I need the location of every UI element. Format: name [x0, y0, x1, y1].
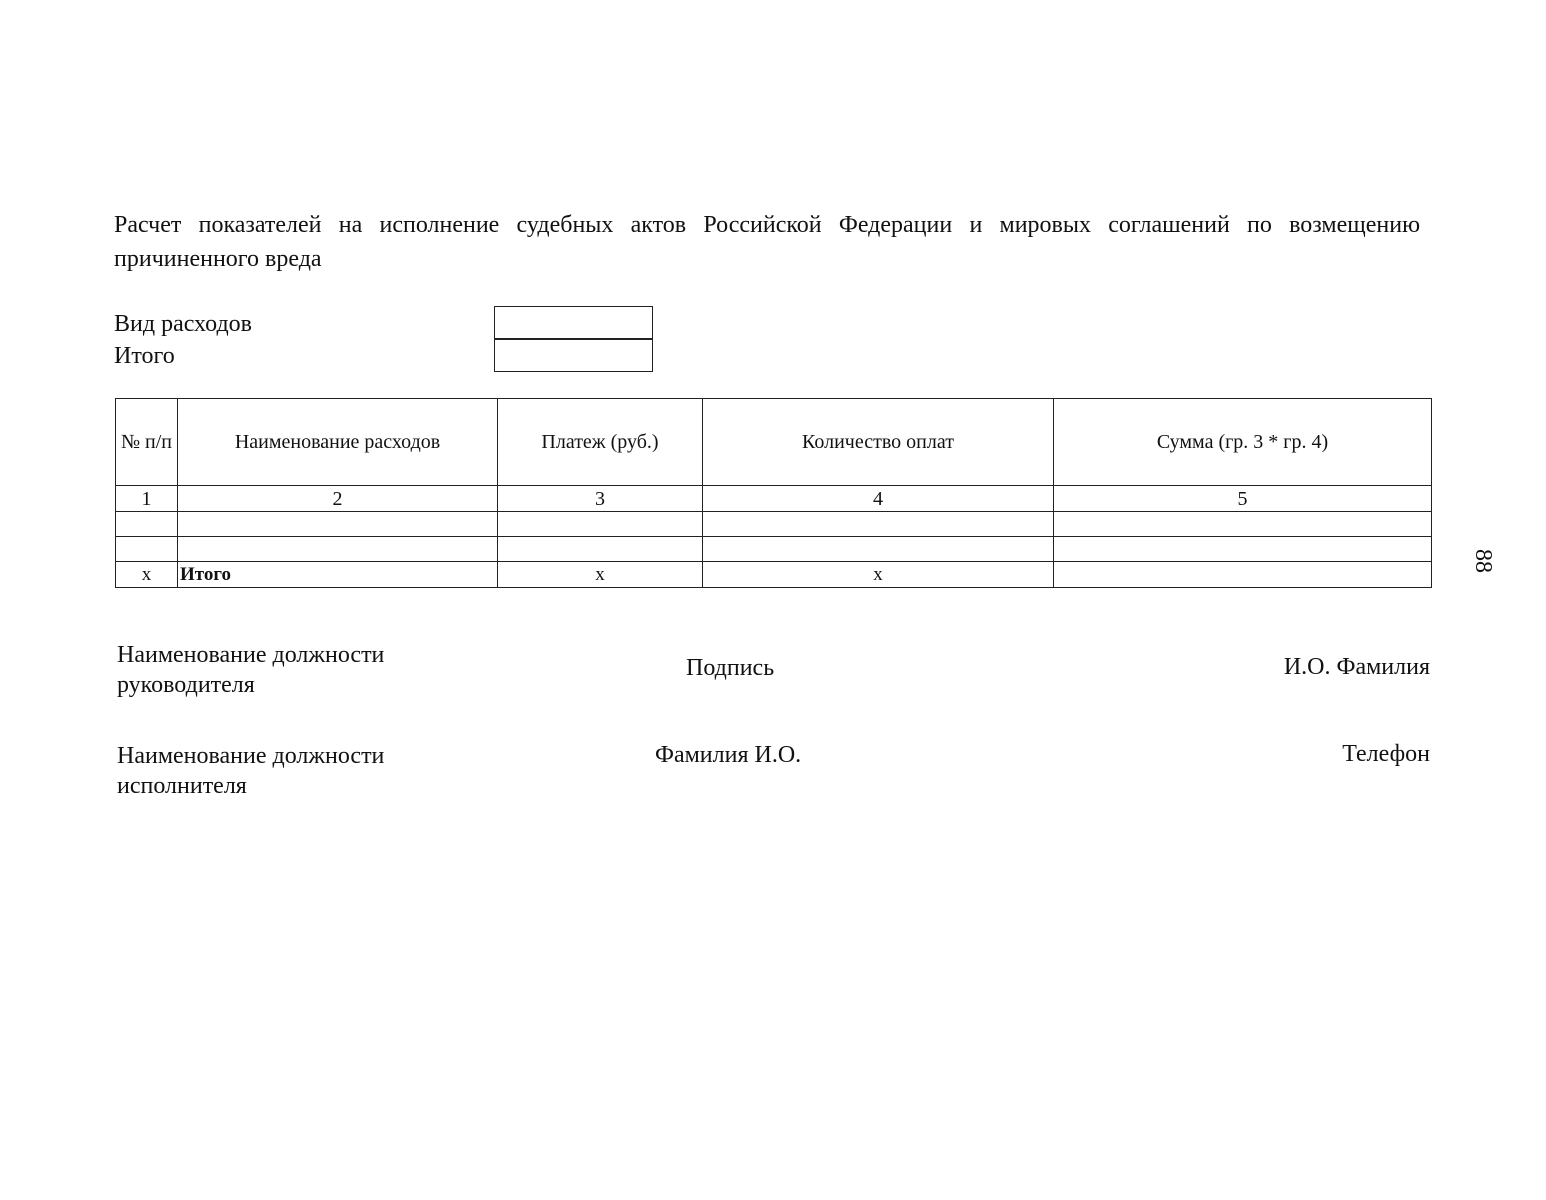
table-cell[interactable]	[498, 512, 703, 537]
table-cell[interactable]	[703, 537, 1054, 562]
table-cell[interactable]	[178, 512, 498, 537]
head-position-text: Наименование должности руководителя	[117, 642, 385, 698]
header-sum: Сумма (гр. 3 * гр. 4)	[1054, 399, 1432, 486]
signature-label: Подпись	[686, 655, 775, 681]
table-row	[116, 537, 1432, 562]
executor-position-label	[117, 741, 417, 801]
table-cell[interactable]	[1054, 512, 1432, 537]
summary-total-field[interactable]	[494, 339, 653, 372]
column-number: 4	[703, 486, 1054, 512]
calculation-table	[115, 398, 1432, 588]
header-row-number: № п/п	[116, 399, 178, 486]
header-payment: Платеж (руб.)	[498, 399, 703, 486]
column-number: 1	[116, 486, 178, 512]
total-row-number: x	[116, 562, 178, 588]
header-payment-count: Количество оплат	[703, 399, 1054, 486]
total-row	[116, 562, 1432, 588]
head-name-label: И.О. Фамилия	[1283, 654, 1430, 680]
expense-type-label: Вид расходов	[114, 311, 252, 337]
table-cell[interactable]	[1054, 537, 1432, 562]
table-cell[interactable]	[703, 512, 1054, 537]
executor-position-text: Наименование должности исполнителя	[117, 743, 385, 799]
document-title: Расчет показателей на исполнение судебных актов Российской Федерации и мировых соглашений по возмещению причиненного вреда	[114, 212, 1420, 272]
column-number: 3	[498, 486, 703, 512]
executor-name-label: Фамилия И.О.	[655, 742, 802, 768]
total-row-payment: x	[498, 562, 703, 588]
table-cell[interactable]	[116, 537, 178, 562]
table-cell[interactable]	[178, 537, 498, 562]
phone-label: Телефон	[1342, 741, 1430, 767]
page-number: 88	[1470, 549, 1496, 573]
column-number: 5	[1054, 486, 1432, 512]
head-position-label	[117, 640, 417, 700]
summary-total-label: Итого	[114, 343, 175, 369]
column-number-row	[116, 486, 1432, 512]
table-cell[interactable]	[116, 512, 178, 537]
total-row-count: x	[703, 562, 1054, 588]
header-expense-name: Наименование расходов	[178, 399, 498, 486]
table-header-row	[116, 399, 1432, 486]
expense-type-field[interactable]	[494, 306, 653, 339]
total-row-label: Итого	[178, 562, 498, 588]
table-cell[interactable]	[498, 537, 703, 562]
table-row	[116, 512, 1432, 537]
total-row-sum[interactable]	[1054, 562, 1432, 588]
column-number: 2	[178, 486, 498, 512]
